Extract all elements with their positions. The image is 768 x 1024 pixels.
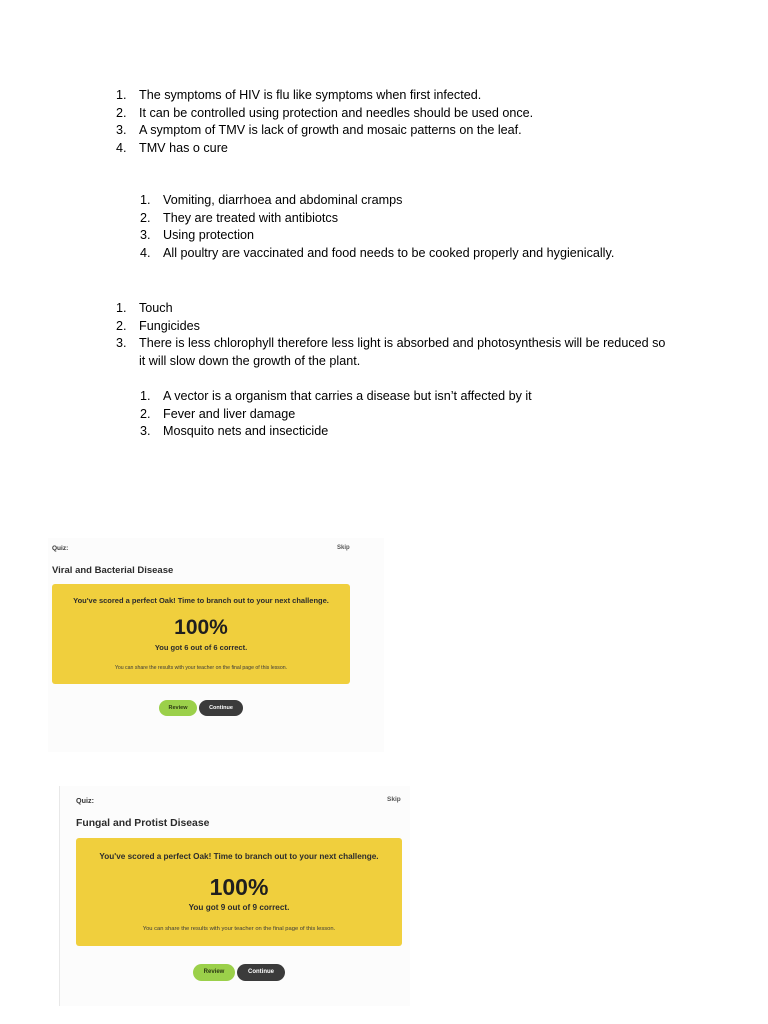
result-percent: 100% [209,874,269,900]
list-item [116,87,699,105]
quiz-title: Viral and Bacterial Disease [52,565,174,576]
list-item [140,210,723,228]
review-button[interactable]: Review [159,700,197,716]
list-item [116,122,699,140]
list-item [116,105,699,123]
answers-list-protist [140,388,683,441]
list-number: 4. [140,245,151,260]
list-item [140,227,723,245]
list-number: 2. [140,210,151,225]
list-text: The symptoms of HIV is flu like symptoms when first infected. [139,88,482,102]
list-item [116,318,669,336]
list-text: TMV has o cure [139,140,228,155]
quiz-title: Fungal and Protist Disease [76,818,210,829]
list-text: It can be controlled using protection and needles should be used once. [139,105,534,120]
list-text: Mosquito nets and insecticide [163,424,329,439]
list-text: They are treated with antibiotcs [163,210,339,225]
answers-list-bacterial [140,192,723,262]
answers-list-hiv-tmv [116,87,699,157]
skip-link[interactable]: Skip [387,796,401,803]
list-text: A symptom of TMV is lack of growth and mosaic patterns on the leaf. [139,123,522,138]
list-item [140,388,683,406]
list-item [116,335,669,370]
result-message: You've scored a perfect Oak! Time to branch out to your next challenge. [73,596,329,605]
list-number: 3. [140,228,151,243]
skip-link[interactable]: Skip [337,545,350,551]
list-item [140,406,683,424]
result-score: You got 9 out of 9 correct. [188,903,290,912]
list-text: Touch [139,301,173,315]
list-text: Using protection [163,228,255,243]
result-panel [76,838,402,946]
result-score: You got 6 out of 6 correct. [154,643,248,652]
review-button[interactable]: Review [193,964,235,981]
list-item [116,300,669,318]
list-item [116,140,699,158]
continue-button[interactable]: Continue [237,964,285,981]
share-note: You can share the results with your teacher on the final page of this lesson. [142,926,336,932]
list-number: 3. [116,123,127,138]
list-text: Fever and liver damage [163,406,296,421]
list-number: 2. [116,105,127,120]
list-number: 2. [140,406,151,421]
list-number: 3. [140,424,151,439]
list-number: 2. [116,318,127,333]
quiz-label: Quiz: [52,545,69,552]
list-number: 1. [140,193,151,207]
list-number: 1. [140,389,151,403]
list-item [140,245,723,263]
list-text: All poultry are vaccinated and food needs to be cooked properly and hygienically. [163,245,615,260]
quiz-label: Quiz: [76,796,94,805]
list-item [140,423,683,441]
result-panel [52,584,350,684]
share-note: You can share the results with your teacher on the final page of this lesson. [114,665,288,671]
list-item [140,192,723,210]
result-message: You've scored a perfect Oak! Time to branch out to your next challenge. [99,852,379,861]
list-text: Fungicides [139,318,200,333]
list-text: There is less chlorophyll therefore less light is absorbed and photosynthesis will be reduced so it will slow down the growth of the plant. [139,336,666,368]
list-text: A vector is a organism that carries a disease but isn’t affected by it [163,389,532,403]
quiz-result-screenshot-viral-bacterial [48,538,384,752]
continue-button[interactable]: Continue [199,700,243,716]
list-number: 1. [116,88,127,102]
answers-list-fungal [116,300,669,370]
list-number: 3. [116,336,127,351]
list-text: Vomiting, diarrhoea and abdominal cramps [163,193,403,207]
result-percent: 100% [174,616,228,639]
list-number: 1. [116,301,127,315]
quiz-result-screenshot-fungal-protist [59,786,410,1006]
list-number: 4. [116,140,127,155]
